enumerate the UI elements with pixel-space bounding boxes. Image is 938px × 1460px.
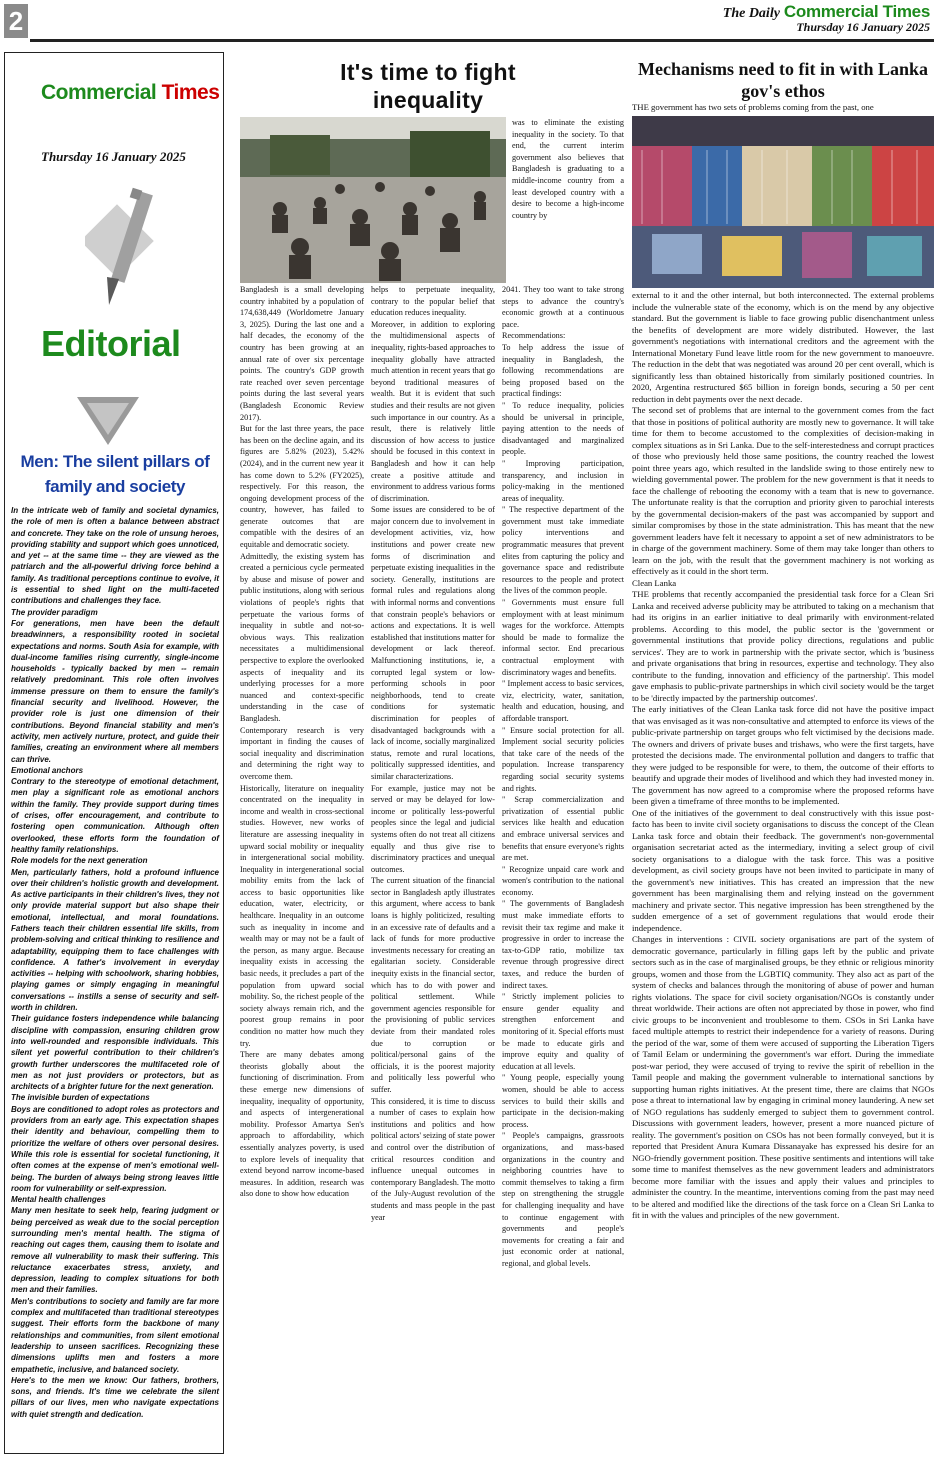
editorial-paragraph: Here's to the men we know: Our fathers, brothers, sons, and friends. It's time we celebrate the silent pillars of our lives, men who navigate expectations with quiet strength and dedication. [11,1375,219,1419]
article-paragraph: Admittedly, the existing system has created a pernicious cycle permeated by abuse and misuse of power and public institutions, along with serious violations of people's rights that perpetuate the various forms of inequality in subtle and not-so-obvious ways. This realization necessitates a multidimensional perspective to explore the overlooked aspects of inequality and its underlying processes for a more nuanced and context-specific understanding in the case of Bangladesh. [240,551,364,723]
editorial-title: Men: The silent pillars of family and society [20,452,210,496]
editorial-paragraph: For generations, men have been the default breadwinners, a responsibility rooted in societal expectations and norms. South Asia for example, with dual-income families rising currently, single-income households - typically backed by men -- remain relatively predominant. This role often involves immense pressure on them to ensure the family's financial security and livelihood. However, the provider role is just one dimension of their contributions. Beyond financial stability and men's activity, men actively nurture, protect, and guide their families, creating an environment where all members can thrive. [11,618,219,764]
header-rule [30,39,934,42]
recommendation-item: " To reduce inequality, policies should be universal in principle, paying attention to the needs of disadvantaged and marginalized people. [502,400,624,457]
article-paragraph: The early initiatives of the Clean Lanka task force did not have the positive impact that was envisaged as it was non-consultative and attempted to enforce its views of the public-private partnership on target groups who felt victimised by the decisions made. The owners and drivers of private buses and trishaws, who were the first targets, have protested the decisions made. The environmental pollution and dangers to traffic that they were judged to be responsible for were, to them, the outcome of their efforts to beautify and upgrade their modes of livelihood and which they had invested money in. The government has now agreed to a compromise where the proposed reforms have been given a timeframe of three months to be implemented. [632,704,934,806]
article-paragraph: The second set of problems that are internal to the government comes from the fact that those in positions of political authority are mostly new to governance. It will take time for them to become accustomed to the complexities of decision-making in complex situations as in Sri Lanka. Due to the self-interestedness and corrupt practices of those who previously held those same positions, the country reached the lowest point three years ago, which resulted in the landslide swing to those entirely new to wielding governmental power. The problem for the new government is that it needs to face the challenge of rebooting the economy with a team that is new to governance. The unfortunate reality is that the corruption and priority given to parochial interests by the governmental decision-makers of the past was accompanied by support and similar compromises by those in the state administration. This has meant that the new government leaders have felt it necessary to appoint a set of new administrators to be in charge of the government machinery. Some of them may take longer than others to learn on the job, with the result that the government machinery is not working as effectively as it could in the short term. [632,405,934,576]
editorial-subhead: The invisible burden of expectations [11,1093,150,1103]
recommendation-item: " People's campaigns, grassroots organizations, and mass-based organizations in the country and neighboring countries have to commit themselves to taking a firm step on strengthening the struggle for challenging inequality and have to continue engagement with governments and people's movements for creating a fair and just economic order at national, regional, and global levels. [502,1131,624,1268]
article-subhead: Clean Lanka [632,577,677,588]
article-paragraph: The current situation of the financial sector in Bangladesh aptly illustrates this argument, where access to bank loans is highly politicized, resulting in an excessive rate of defaults and a lack of funds for more productive investments necessary for creating an egalitarian society. Considerable inequity exists in the financial sector, which has to do with power and political settlement. While government agencies responsible for the provisioning of public services deviate from their mandated roles due to corruption or political/personal gains of the officials, it is the poorest majority and politically less powerful who suffer. [371,876,495,1094]
mechanisms-lead: THE government has two sets of problems coming from the past, one [632,102,874,112]
inequality-column-2 [371,284,495,1452]
editorial-subhead: Emotional anchors [11,765,84,775]
article-paragraph: One of the initiatives of the government to deal constructively with this issue post-facto has been to invite civil society organisations to discuss the concept of the Clean Lanka task force and obtain their feedback. The government's non-governmental organisation secretariat acted as the intermediary, inviting a select group of civil society organisations to a dialogue with the task force. This was a positive development, as civil society groups have not been invited to participate in many of the government's new initiatives. This has created an impression that the new government has been marginalising them and relying instead on the government machinery and private sector. This negative impression has been strengthened by the sudden emergence of a set of government regulations that would erode their independence. [632,807,934,933]
logo-main: Commercial [41,81,157,104]
recommendation-item: " Improving participation, transparency, and inclusion in policy-making in the mentioned areas of inequality. [502,458,624,503]
market-stall-photo [632,116,934,288]
article-paragraph: 2041. They too want to take strong steps to advance the country's economic growth at a continuous pace. [502,285,624,329]
logo-accent: Times [161,81,220,104]
article-paragraph: THE problems that recently accompanied the presidential task force for a Clean Sri Lanka and received adverse publicity may be attributed to taking on a mechanism that had its origins in an earlier initiative to deal primarily with environment-related problems. According to this model, the public sector is the 'government or governmental institutions that provide policy directions, regulations and public services'. They are to work in partnership with the private sector, which is 'business and private organisations that bring in resources, expertise and technology. They also contribute to the funding, innovation and efficiency of the partnership'. This model gave emphasis to public-private partnerships in which civil society would be the target to be 'directly impacted by the partnership outcomes'. [632,589,934,703]
editorial-subhead: Mental health challenges [11,1195,106,1205]
article-paragraph: was to eliminate the existing inequality in the society. To that end, the current interim government also believes that Bangladesh is graduating to a middle-income country from a least developed country with a desire to become a high-income country by [512,118,624,220]
article-paragraph: Some issues are considered to be of major concern due to involvement in development activities, viz, how institutions and power create new forms of discrimination and perpetuate existing inequalities in the society. Generally, institutions are formal rules and regulations along with informal norms and conventions that constrain people's behaviors or actions and expectations. It is well established that institutions matter for development or lack thereof. Malfunctioning institutions, ie, a corrupted legal system or low-performing schools in poor neighborhoods, tend to create conditions for systematic discrimination for peoples of disadvantaged backgrounds with a lack of income, socially marginalized status, remote and rural locations, politically suppressed identities, and similar characterizations. [371,505,495,781]
article-subhead: Recommendations: [502,331,566,341]
article-paragraph: To help address the issue of inequality in Bangladesh, the following recommendations are being proposed based on the practical findings: [502,342,624,399]
inequality-column-1 [240,284,364,1452]
mechanisms-body [632,290,934,1452]
recommendation-item: " Recognize unpaid care work and women's contribution to the national economy. [502,864,624,897]
section-heading: Editorial [41,323,181,364]
editorial-subhead: Role models for the next generation [11,856,148,866]
article-paragraph: This considered, it is time to discuss a number of cases to explain how institutions and politics and how political actors' seizing of state power and control over the distribution of critical resources condition and influence unequal outcomes in contemporary Bangladesh. The motto of the July-August revolution of the students and mass people in the past year [371,1096,495,1222]
article-paragraph: Historically, literature on inequality concentrated on the inequality in income and wealth in cross-sectional studies. However, new works of literature are assessing inequality in upward social mobility or inequality in intergenerational social mobility. Inequality in intergenerational social mobility emits from the lack of access to basic opportunities like education, water, electricity, or healthcare. Inequality in an outcome such as inequality in income and wealth may or may not be a fault of the person, as many argue. Because inequality exists in accessing the basic needs, it precludes a part of the population from upward social mobility. So, the richest people of the society always remain rich, and the poorest group remains in poor condition no matter how much they try. [240,783,364,1048]
recommendation-item: " The governments of Bangladesh must make immediate efforts to revisit their tax regime and make it progressive in order to increase the tax-to-GDP ratio, mobilize tax revenue through progressive direct taxes, and reduce the burden of indirect taxes. [502,899,624,990]
editorial-paragraph: Men, particularly fathers, hold a profound influence over their children's holistic growth and development. As active participants in their children's lives, they not only provide material support but also shape their emotional, intellectual, and moral foundations. Fathers teach their children essential life skills, from problem-solving and critical thinking to resilience and adaptability, equipping them to face challenges with confidence. A father's involvement in everyday activities -- helping with schoolwork, sharing hobbies, playing games or simply engaging in meaningful conversations -- instills a sense of security and self-worth in children. [11,867,219,1013]
masthead-name: Commercial Times [783,2,930,21]
article-paragraph: For example, justice may not be served or may be delayed for low-income or politically less-powerful peoples since the legal and judicial systems often do not treat all citizens equally and thus give rise to discriminatory practices and unequal outcomes. [371,783,495,874]
mechanisms-headline: Mechanisms need to fit in with Lanka gov's ethos [637,59,929,101]
arrow-down-icon [73,395,143,447]
masthead-date: Thursday 16 January 2025 [796,20,930,34]
editorial-body [11,505,219,1420]
recommendation-item: " The respective department of the government must take immediate policy interventions and programmatic measures that prevent elites from capturing the policy and governance space and redistribute resources to the people and protect the lives of the common people. [502,505,624,596]
recommendation-item: " Scrap commercialization and privatization of essential public services like health and education and embrace universal services and benefits that ensure everyone's rights are met. [502,795,624,863]
page-number: 2 [4,4,28,38]
article-paragraph: Moreover, in addition to exploring the multidimensional aspects of inequality, rights-based approaches to inequality globally have attracted much attention in recent years that go beyond traditional measures of wealth. But it is evident that such studies and their results are not given such importance in our country. As a result, there is relatively little discussion of how access to justice should be focused in this context in Bangladesh and how it can help create a positive attitude and environment to address various forms of discrimination. [371,319,495,503]
editorial-subhead: The provider paradigm [11,607,98,617]
protest-photo [240,117,506,283]
sidebar-date: Thursday 16 January 2025 [41,149,186,164]
editorial-paragraph: Boys are conditioned to adopt roles as protectors and providers from an early age. This expectation shapes their identity and behaviour, compelling them to prioritize the welfare of others over personal desires. While this role is essential for societal functioning, it often comes at the expense of men's emotional well-being. The burden of always being strong leaves little room for vulnerability or self-expression. [11,1104,219,1193]
recommendation-item: " Strictly implement policies to ensure gender equality and strengthen enforcement and monitoring of it. Special efforts must be made to educate girls and improve equity and quality of education at all levels. [502,992,624,1071]
inequality-column-3-top [512,117,624,285]
inequality-headline: It's time to fight inequality [340,59,516,113]
sidebar-logo [41,81,219,105]
article-paragraph: But for the last three years, the pace has been on the decline again, and its figures are 5.82% (2023), 5.42% (2024), and in the current new year it has come down to 5.2% (FY2025), respectively. For this reason, the ongoing development process of the country, however, has failed to generate outcomes that are compatible with the desires of an equitable and democratic society. [240,424,364,550]
article-paragraph: Contemporary research is very important in finding the causes of social inequality and discrimination and determining the right way to overcome them. [240,725,364,781]
masthead [723,2,930,35]
article-paragraph: Bangladesh is a small developing country inhabited by a population of 174,638,449 (Worldometre January 3, 2025). During the last one and a half decades, the economy of the country has been growing at an annual rate of over six percentage points. The country's GDP growth rate reached over seven percentage points during the last several years (Bangladesh Economic Review 2017). [240,285,364,422]
masthead-daily: The Daily [722,6,780,21]
editorial-paragraph: Their guidance fosters independence while balancing discipline with compassion, ensuring children grow into well-rounded and responsible individuals. This silent yet powerful contribution to their children's growth further underscores the multifaceted role of men as not just providers or protectors, but as architects of a brighter future for the next generation. [11,1014,219,1092]
article-paragraph: helps to perpetuate inequality, contrary to the popular belief that education reduces inequality. [371,285,495,318]
article-paragraph: There are many debates among theorists globally about the functioning of discrimination. From these emerge new dimensions of inequality, inequality of opportunity, and aspects of intergenerational mobility. Professor Amartya Sen's approach to affordability, which essentially analyzes poverty, is used to explore levels of inequality that extend beyond narrow income-based measures. In addition, research was also done to show how education [240,1050,364,1199]
editorial-paragraph: Contrary to the stereotype of emotional detachment, men play a significant role as emotional anchors within the family. They provide support during times of crises, offer encouragement, and contribute to fostering open communication. Although often overlooked, these efforts form the foundation of healthy family relationships. [11,777,219,854]
editorial-paragraph: Many men hesitate to seek help, fearing judgment or being perceived as weak due to the social perception surrounding men's mental health. The stigma of reaching out cages them, causing them to isolate and remove all vulnerability to mask their suffering. This reluctance exacerbates stress, anxiety, and depression, leading to complex situations for both men and their families. [11,1206,219,1295]
pen-icon [85,187,169,311]
recommendation-item: " Ensure social protection for all. Implement social security policies that take care of the needs of the population. Increase transparency regarding social security systems and rights. [502,725,624,793]
editorial-paragraph: Men's contributions to society and family are far more complex and multifaceted than traditional stereotypes suggest. Their efforts form the backbone of many relationships and communities, from silent emotional leadership to unseen sacrifices. Recognizing these dimensions uplifts men and fosters a more empathetic, inclusive, and balanced society. [11,1296,219,1374]
inequality-column-3 [502,284,624,1452]
editorial-sidebar [4,52,224,1454]
recommendation-item: " Governments must ensure full employment with at least minimum wages for the workforce. Attempts should be made to formalize the informal sector. End precarious contractual employment with discriminatory wages and benefits. [502,598,624,677]
article-paragraph: Changes in interventions : CIVIL society organisations are part of the system of democratic governance, particularly in filling gaps left by the public and private sectors such as in the case of marginalised groups, be they ethnic or religious minority groups, women and those from the LGBTIQ community. They also act as part of the system of checks and balances through the monitoring of abuse of power and human rights violations. The space for civil society organisation/NGOs is constantly under threat worldwide. Their actions are often not appreciated by those in power, who find civic groups to be inconvenient and troublesome to them. CSOs in Sri Lanka have faced multiple attempts to restrict their independence for a variety of reasons. During the period of the war, some of them were accused of supporting the Liberation Tigers of Tamil Eelam or undermining the government's war effort. During the immediate post-war period, they were accused of trying to revive the spirit of rebellion in the Tamil people and making the government vulnerable to international sanctions by supporting human rights initiatives. At the present time, there are claims that NGOs pose a threat to international law by engaging in criminal money laundering. A new set of NGO regulations has suddenly emerged to subject them to government control. Discussions with government leaders, however, present a more nuanced picture of reality. The government's position on CSOs has not been formally conveyed, but it is reported that President Anura Kumara Dissanayake has expressed his desire for an NGO-friendly government position. These positive sentiments and intentions will take some time to manifest themselves as the new government leaders and administrators become more familiar with the issues and apply their values and principles to administer the country. In the meantime, interventions coming from the past may need to be altered and modified like the directions of the task force on a Clean Sri Lanka to fit in with the values and principles of the new government. [632,934,934,1220]
recommendation-item: " Implement access to basic services, viz, electricity, water, sanitation, health and education, housing, and affordable transport. [502,679,624,723]
recommendation-item: " Young people, especially young women, should be able to access services to build their skills and participate in the decision-making process. [502,1073,624,1129]
editorial-paragraph: In the intricate web of family and societal dynamics, the role of men is often a balance between abstract and concrete. They take on the role of unsung heroes, providing stability and support which goes unnoticed, and yet -- at the same time -- they are viewed as the patriarch and the all-powerful driving force behind a family. As traditional perceptions continue to evolve, it is essential to shed light on the multi-faceted contributions and challenges they face. [11,506,219,606]
article-paragraph: external to it and the other internal, but both interconnected. The external problems include the vulnerable state of the economy, which is on the mend by any objective standard. But the government is liable to face growing public disenchantment unless the benefits of development are more widely distributed. However, the last government's negotiations with international creditors and the agreement with the International Monetary Fund leave little room for the new government to manoeuvre. The reduction in the debt that was negotiated was around 20 per cent overall, which is significantly less than obtained historically from similarly positioned countries. In 2020, Argentina restructured $65 billion in foreign bonds, securing a 50 per cent reduction in debt payments over the next decade. [632,290,934,404]
